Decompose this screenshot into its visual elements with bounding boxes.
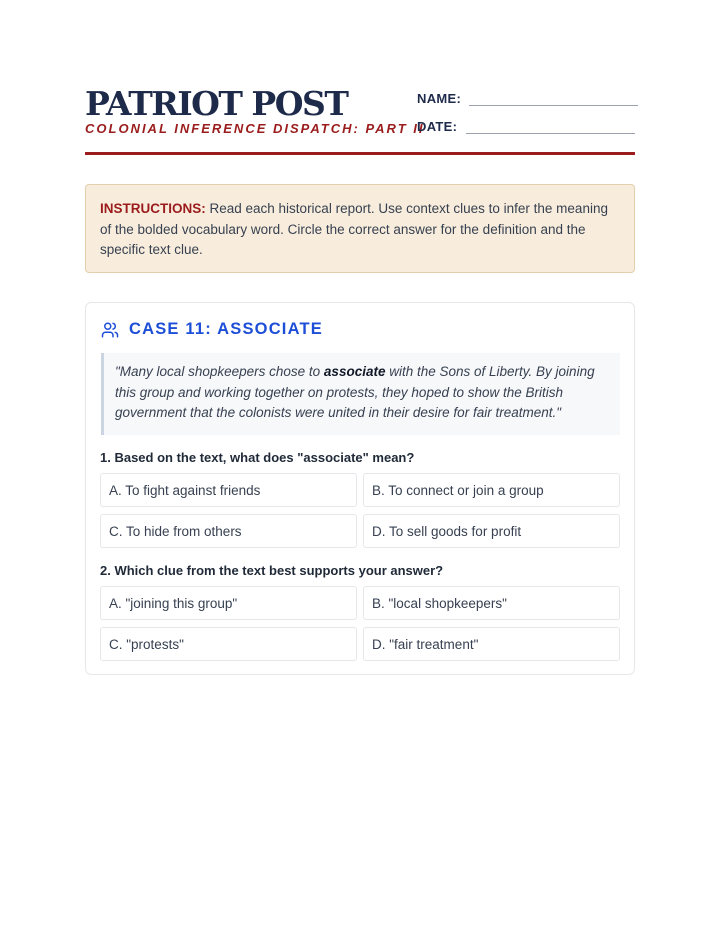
name-blank-line[interactable] bbox=[469, 91, 638, 106]
instructions-text: Read each historical report. Use context clues to infer the meaning of the bolded vocabulary word. Circle the correct answer for the definition and the specific text clue. bbox=[100, 201, 608, 257]
historical-passage bbox=[101, 353, 620, 435]
name-label: NAME: bbox=[417, 91, 462, 106]
users-icon bbox=[101, 321, 119, 339]
question-1-option-c[interactable]: C. To hide from others bbox=[100, 514, 357, 548]
question-2-option-b[interactable]: B. "local shopkeepers" bbox=[363, 586, 620, 620]
name-field bbox=[417, 91, 638, 106]
question-2-option-d[interactable]: D. "fair treatment" bbox=[363, 627, 620, 661]
date-field bbox=[417, 119, 635, 134]
question-2-option-c[interactable]: C. "protests" bbox=[100, 627, 357, 661]
vocabulary-word: associate bbox=[323, 364, 386, 379]
instructions-box bbox=[85, 184, 635, 273]
instructions-lead: INSTRUCTIONS: bbox=[100, 201, 206, 216]
question-2-prompt: 2. Which clue from the text best supports your answer? bbox=[100, 563, 444, 578]
date-blank-line[interactable] bbox=[466, 119, 635, 134]
case-card bbox=[85, 302, 635, 675]
case-title: CASE 11: ASSOCIATE bbox=[129, 320, 323, 338]
passage-text-before: "Many local shopkeepers chose to bbox=[115, 364, 324, 379]
question-1-option-a[interactable]: A. To fight against friends bbox=[100, 473, 357, 507]
header-divider bbox=[85, 152, 635, 155]
worksheet-header bbox=[85, 86, 635, 156]
question-1-option-d[interactable]: D. To sell goods for profit bbox=[363, 514, 620, 548]
question-2-option-a[interactable]: A. "joining this group" bbox=[100, 586, 357, 620]
date-label: DATE: bbox=[417, 119, 458, 134]
newspaper-title: PATRIOT POST bbox=[85, 84, 348, 123]
dispatch-subtitle: COLONIAL INFERENCE DISPATCH: PART II bbox=[85, 121, 425, 136]
question-1-option-b[interactable]: B. To connect or join a group bbox=[363, 473, 620, 507]
case-header bbox=[101, 320, 323, 339]
passage-text-after: with the Sons of Liberty. By joining this group and working together on protests, they hoped to show the British government that the colonists were united in their desire for fair treatment." bbox=[115, 364, 595, 420]
question-1-prompt: 1. Based on the text, what does "associate" mean? bbox=[100, 450, 415, 465]
